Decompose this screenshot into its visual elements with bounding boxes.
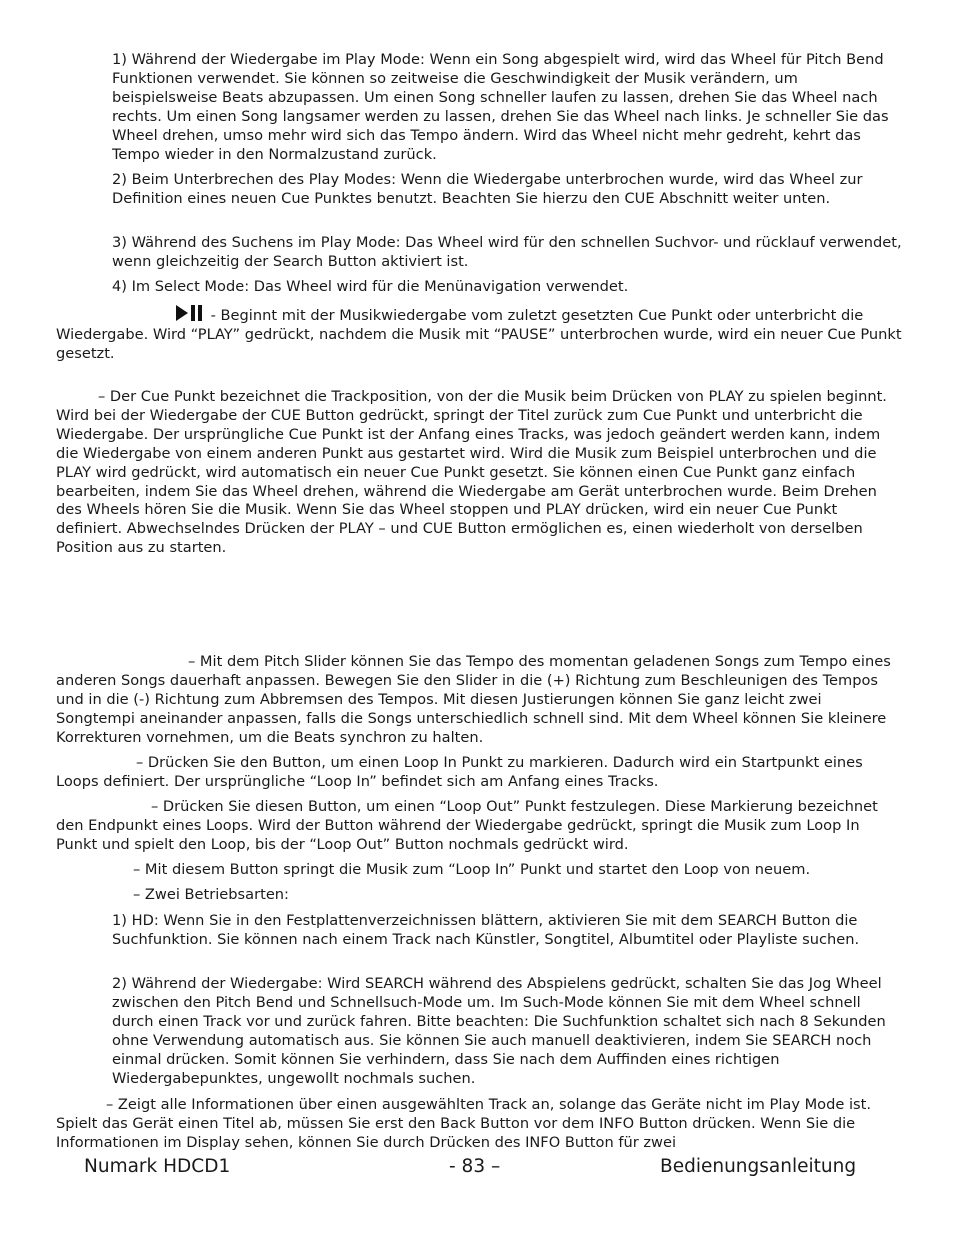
info-description: – Zeigt alle Informationen über einen ausgewählten Track an, solange das Geräte nicht im Play Mode ist. Spielt das Gerät einen Titel ab, müssen Sie erst den Back Button vor dem INFO Button drücken. Wenn Sie die Informationen im Display sehen, können Sie durch Drücken des INFO Button für zwei [56, 1096, 872, 1151]
footer-product: Numark HDCD1 [84, 1156, 231, 1177]
footer-page-number: - 83 – [449, 1156, 501, 1177]
reloop-description: – Mit diesem Button springt die Musik zum “Loop In” Punkt und startet den Loop von neuem. [133, 861, 811, 878]
footer-manual-title: Bedienungsanleitung [660, 1156, 857, 1177]
loop-in-description: – Drücken Sie den Button, um einen Loop In Punkt zu markieren. Dadurch wird ein Startpunkt eines Loops definiert. Der ursprüngliche “Loop In” befindet sich am Anfang eines Tracks. [56, 754, 863, 790]
wheel-paragraph-4: 4) Im Select Mode: Das Wheel wird für die Menünavigation verwendet. [112, 278, 629, 295]
play-description [56, 305, 904, 364]
search-paragraph-2: 2) Während der Wiedergabe: Wird SEARCH während des Abspielens gedrückt, schalten Sie das Jog Wheel zwischen den Pitch Bend und Schnellsuch-Mode um. Im Such-Mode können Sie mit dem Wheel schnell durch einen Track vor und zurück fahren. Bitte beachten: Die Suchfunktion schaltet sich nach 8 Sekunden ohne Verwendung automatisch aus. Sie können Sie auch manuell deaktivieren, indem Sie SEARCH noch einmal drücken. Somit können Sie verhindern, dass Sie nach dem Auffinden eines richtigen Wiedergabepunktes, ungewollt nochmals suchen. [112, 975, 886, 1087]
wheel-paragraph-2: 2) Beim Unterbrechen des Play Modes: Wenn die Wiedergabe unterbrochen wurde, wird das Wheel zur Definition eines neuen Cue Punktes benutzt. Beachten Sie hierzu den CUE Abschnitt weiter unten. [112, 171, 863, 207]
wheel-paragraph-1: 1) Während der Wiedergabe im Play Mode: Wenn ein Song abgespielt wird, wird das Wheel für Pitch Bend Funktionen verwendet. Sie können so zeitweise die Geschwindigkeit der Musik verändern, um beispielsweise Beats abzupassen. Um einen Song schneller laufen zu lassen, drehen Sie das Wheel nach rechts. Um einen Song langsamer werden zu lassen, drehen Sie das Wheel nach links. Je schneller Sie das Wheel drehen, umso mehr wird sich das Tempo ändern. Wird das Wheel nicht mehr gedreht, kehrt das Tempo wieder in den Normalzustand zurück. [112, 51, 889, 163]
search-description: – Zwei Betriebsarten: [133, 886, 289, 903]
play-text: - Beginnt mit der Musikwiedergabe vom zuletzt gesetzten Cue Punkt oder unterbricht die Wiedergabe. Wird “PLAY” gedrückt, nachdem die Musik mit “PAUSE” unterbrochen wurde, wird ein neuer Cue Punkt gesetzt. [56, 307, 902, 362]
pitch-description: – Mit dem Pitch Slider können Sie das Tempo des momentan geladenen Songs zum Tempo eines anderen Songs dauerhaft anpassen. Bewegen Sie den Slider in die (+) Richtung zum Beschleunigen des Tempos und in die (-) Richtung zum Abbremsen des Tempos. Mit diesen Justierungen können Sie ganz leicht zwei Songtempi aneinander anpassen, falls die Songs unterschiedlich schnell sind. Mit dem Wheel können Sie kleinere Korrekturen vornehmen, um die Beats synchron zu halten. [56, 653, 891, 746]
play-pause-icon [176, 305, 206, 321]
loop-out-description: – Drücken Sie diesen Button, um einen “Loop Out” Punkt festzulegen. Diese Markierung bezeichnet den Endpunkt eines Loops. Wird der Button während der Wiedergabe gedrückt, springt die Musik zum Loop In Punkt und spielt den Loop, bis der “Loop Out” Button nochmals gedrückt wird. [56, 798, 878, 853]
search-paragraph-1: 1) HD: Wenn Sie in den Festplattenverzeichnissen blättern, aktivieren Sie mit dem SEARCH Button die Suchfunktion. Sie können nach einem Track nach Künstler, Songtitel, Albumtitel oder Playliste suchen. [112, 912, 860, 948]
wheel-paragraph-3: 3) Während des Suchens im Play Mode: Das Wheel wird für den schnellen Suchvor- und rücklauf verwendet, wenn gleichzeitig der Search Button aktiviert ist. [112, 234, 902, 270]
cue-description: – Der Cue Punkt bezeichnet die Trackposition, von der die Musik beim Drücken von PLAY zu spielen beginnt. Wird bei der Wiedergabe der CUE Button gedrückt, springt der Titel zurück zum Cue Punkt und unterbricht die Wiedergabe. Der ursprüngliche Cue Punkt ist der Anfang eines Tracks, was jedoch geändert werden kann, indem die Wiedergabe von einem anderen Punkt aus gestartet wird. Wird die Musik zum Beispiel unterbrochen und die PLAY wird gedrückt, wird automatisch ein neuer Cue Punkt gesetzt. Sie können einen Cue Punkt ganz einfach bearbeiten, indem Sie das Wheel drehen, während die Wiedergabe am Gerät unterbrochen wurde. Beim Drehen des Wheels hören Sie die Musik. Wenn Sie das Wheel stoppen und PLAY drücken, wird ein neuer Cue Punkt definiert. Abwechselndes Drücken der PLAY – und CUE Button ermöglichen es, einen wiederholt von derselben Position aus zu starten. [56, 388, 887, 557]
